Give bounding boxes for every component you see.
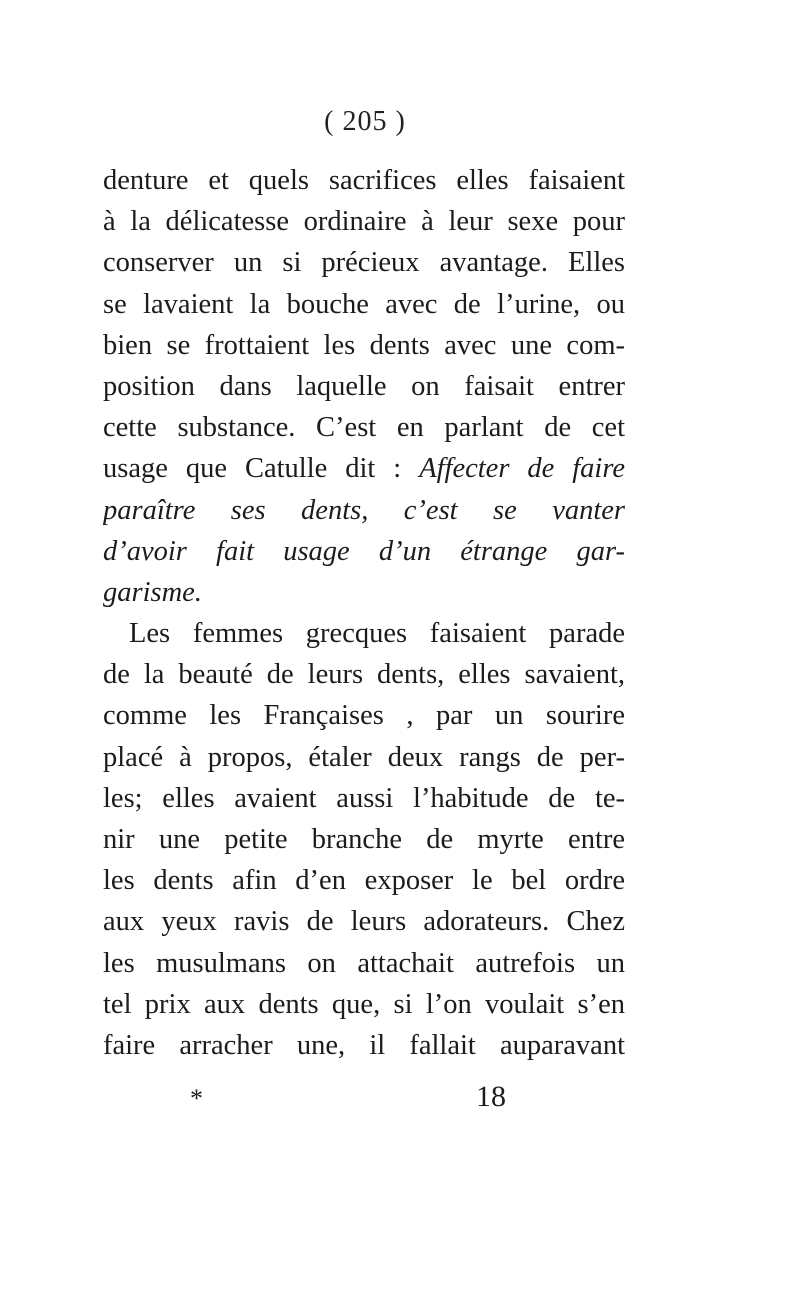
quotation-line: garisme. xyxy=(103,576,202,608)
text-line: faire arracher une, il fallait auparavant xyxy=(103,1029,625,1061)
text-line: bien se frottaient les dents avec une com- xyxy=(103,329,625,361)
paragraph-start: Les femmes grecques faisaient parade xyxy=(129,618,625,650)
text-line: les dents afin d’en exposer le bel ordre xyxy=(103,865,625,897)
quotation-line: d’avoir fait usage d’un étrange gar- xyxy=(103,535,625,567)
text-line-roman-part: usage que Catulle dit : xyxy=(103,453,402,485)
text-line: de la beauté de leurs dents, elles savaient, xyxy=(103,659,625,691)
page-footer xyxy=(0,1080,800,1120)
text-line: cette substance. C’est en parlant de cet xyxy=(103,412,625,444)
text-line: tel prix aux dents que, si l’on voulait s’en xyxy=(103,988,625,1020)
quotation-italic: Affecter de faire xyxy=(419,453,625,485)
text-line: comme les Françaises , par un sourire xyxy=(103,700,625,732)
signature-number: 18 xyxy=(476,1080,506,1113)
text-line: conserver un si précieux avantage. Elles xyxy=(103,247,625,279)
page-number: ( 205 ) xyxy=(324,106,406,137)
text-line: aux yeux ravis de leurs adorateurs. Chez xyxy=(103,906,625,938)
text-line: les; elles avaient aussi l’habitude de te- xyxy=(103,782,625,814)
text-line: position dans laquelle on faisait entrer xyxy=(103,370,625,402)
text-line-mixed xyxy=(103,448,625,489)
text-line: se lavaient la bouche avec de l’urine, ou xyxy=(103,288,625,320)
text-line: placé à propos, étaler deux rangs de per- xyxy=(103,741,625,773)
text-line: les musulmans on attachait autrefois un xyxy=(103,947,625,979)
body-text xyxy=(103,160,625,1066)
text-line: à la délicatesse ordinaire à leur sexe pour xyxy=(103,206,625,238)
signature-mark: * xyxy=(190,1084,203,1113)
text-line: denture et quels sacrifices elles faisaient xyxy=(103,165,625,196)
quotation-line: paraître ses dents, c’est se vanter xyxy=(103,494,625,526)
text-line: nir une petite branche de myrte entre xyxy=(103,824,625,855)
